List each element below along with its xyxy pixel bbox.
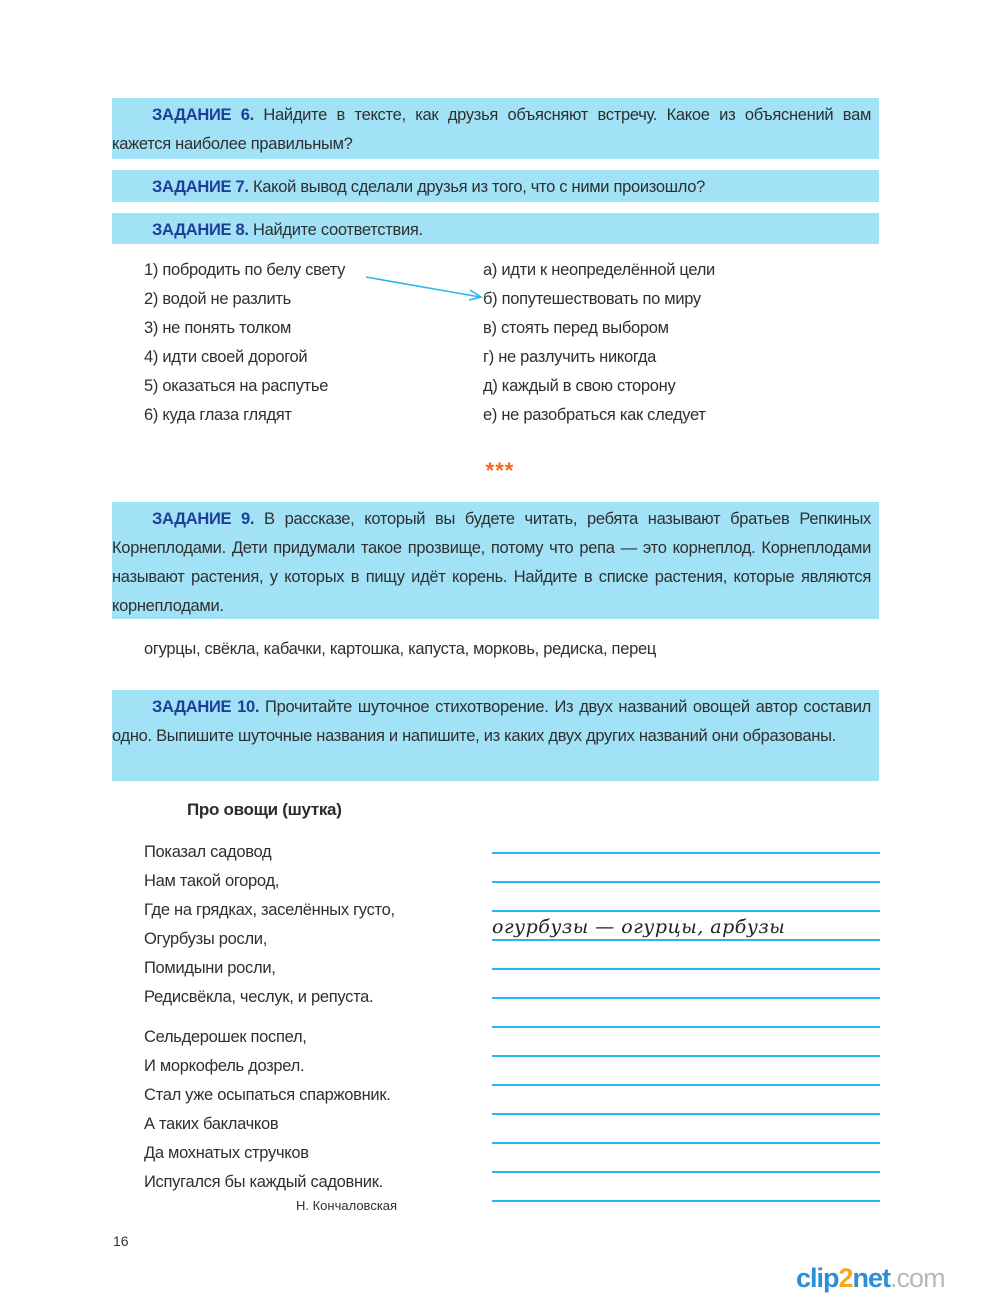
poem-title: Про овощи (шутка) [187,800,342,819]
matching-left-item: 4) идти своей дорогой [144,348,308,366]
matching-right-item: е) не разобраться как следует [483,406,706,424]
task-9-text: ЗАДАНИЕ 9. В рассказе, который вы будете читать, ребята называют братьев Репкиных Корнеплодами. Дети придумали такое прозвище, потому что репа — это корнеплод. Корнеплодами называют растения, у которых в пищу идёт корень. Найдите в списке растения, которые являются корнеплодами. [112,510,871,615]
answer-line[interactable] [492,910,880,912]
matching-right-item: б) попутешествовать по миру [483,290,701,308]
poem-stanza-1 [144,838,395,1012]
poem-line: Стал уже осыпаться спаржовник. [144,1086,391,1104]
matching-left-column [144,256,345,430]
task-6-box [112,98,879,159]
task-6-label: ЗАДАНИЕ 6. [152,106,254,124]
arrow-line [366,277,480,297]
answer-line[interactable] [492,968,880,970]
task-8-box [112,213,879,244]
matching-right-item: а) идти к неопределённой цели [483,261,715,279]
matching-right-column [483,256,715,430]
vegetable-list: огурцы, свёкла, кабачки, картошка, капуста, морковь, редиска, перец [144,640,656,658]
task-7-text: ЗАДАНИЕ 7. Какой вывод сделали друзья из того, что с ними произошло? [152,178,705,196]
section-separator: *** [485,458,515,483]
poem-line: Где на грядках, заселённых густо, [144,901,395,919]
poem-line: Показал садовод [144,843,272,861]
matching-left-item: 6) куда глаза глядят [144,406,292,424]
task-7-label: ЗАДАНИЕ 7. [152,178,249,196]
arrow-head-icon [469,290,481,300]
poem-line: А таких баклачков [144,1115,279,1133]
matching-left-item: 1) побродить по белу свету [144,261,346,279]
answer-line[interactable] [492,1142,880,1144]
poem-line: Да мохнатых стручков [144,1144,309,1162]
task-10-text: ЗАДАНИЕ 10. Прочитайте шуточное стихотворение. Из двух названий овощей автор составил одно. Выпишите шуточные названия и напишите, из каких двух других названий они образованы. [112,698,871,745]
matching-left-item: 2) водой не разлить [144,290,291,308]
poem-line: Помидыни росли, [144,959,276,977]
answer-line[interactable] [492,997,880,999]
answer-line[interactable] [492,852,880,854]
page-number: 16 [113,1233,129,1249]
answer-line[interactable] [492,939,880,941]
task-6-text: ЗАДАНИЕ 6. Найдите в тексте, как друзья объясняют встречу. Какое из объяснений вам кажется наиболее правильным? [112,106,871,153]
task-9-label: ЗАДАНИЕ 9. [152,510,255,528]
poem-author: Н. Кончаловская [296,1198,398,1213]
poem-line: Сельдерошек поспел, [144,1028,307,1046]
poem-line: Редисвёкла, чеслук, и репуста. [144,988,374,1006]
poem-stanza-2 [144,1023,391,1197]
answer-line[interactable] [492,1200,880,1202]
watermark-logo: clip2net.com [796,1263,945,1293]
answer-line[interactable] [492,881,880,883]
poem-line: Испугался бы каждый садовник. [144,1173,383,1191]
answer-line[interactable] [492,1171,880,1173]
matching-left-item: 3) не понять толком [144,319,292,337]
answer-line[interactable] [492,1055,880,1057]
task-9-box [112,502,879,619]
matching-left-item: 5) оказаться на распутье [144,377,329,395]
poem-line: Огурбузы росли, [144,930,267,948]
matching-right-item: г) не разлучить никогда [483,348,657,366]
task-10-box [112,690,879,781]
answer-line[interactable] [492,1026,880,1028]
matching-right-item: в) стоять перед выбором [483,319,669,337]
handwritten-answer: огурбузы — огурцы, арбузы [492,916,786,938]
answer-line[interactable] [492,1084,880,1086]
task-8-text: ЗАДАНИЕ 8. Найдите соответствия. [152,221,423,239]
task-10-label: ЗАДАНИЕ 10. [152,698,260,716]
matching-right-item: д) каждый в свою сторону [483,377,676,395]
task-8-label: ЗАДАНИЕ 8. [152,221,249,239]
poem-line: Нам такой огород, [144,872,280,890]
answer-line[interactable] [492,1113,880,1115]
poem-line: И моркофель дозрел. [144,1057,305,1075]
task-7-box [112,170,879,202]
